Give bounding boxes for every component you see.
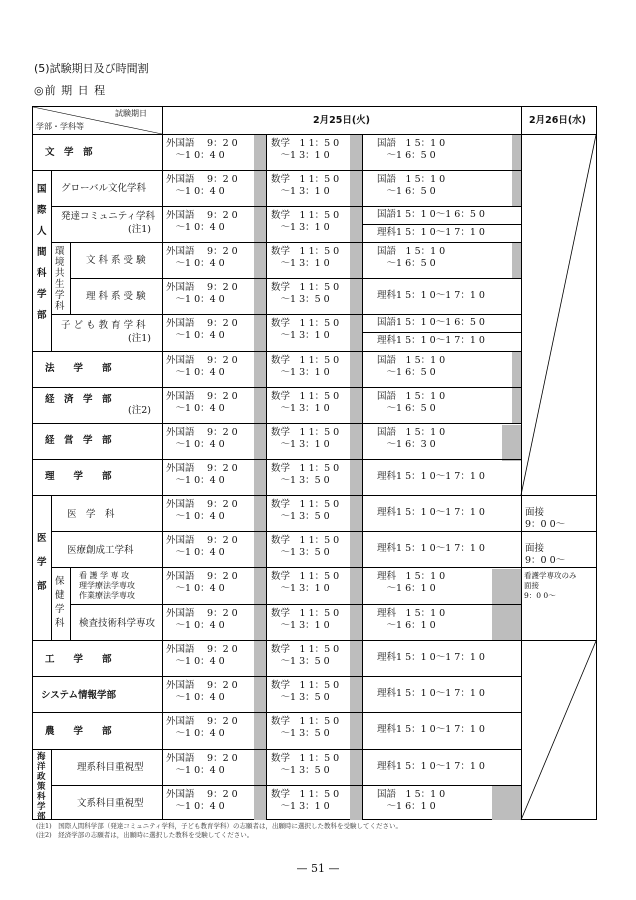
- col3-line: 理科1 5：1 0～1 7：1 0: [377, 543, 485, 554]
- math-start: 数学 1 1：5 0: [271, 753, 340, 764]
- math-end: ～1 3：1 0: [271, 801, 330, 812]
- row-business: 経 営 学 部: [45, 435, 112, 446]
- group-ocean: 海洋政策科学部: [37, 752, 46, 822]
- foreign-end: ～1 0：4 0: [166, 765, 225, 776]
- col3-start: 理科 1 5：1 0: [377, 571, 446, 582]
- foreign-end: ～1 0：4 0: [166, 656, 225, 667]
- math-start: 数学 1 1：5 0: [271, 499, 340, 510]
- col3-jp: 国語1 5：1 0～1 6：5 0: [377, 317, 485, 328]
- foreign-end: ～1 0：4 0: [166, 620, 225, 631]
- math-start: 数学 1 1：5 0: [271, 355, 340, 366]
- foreign-start: 外国語 9：2 0: [166, 282, 238, 293]
- row-rigaku: 理学療法学専攻: [79, 581, 135, 590]
- foreign-start: 外国語 9：2 0: [166, 644, 238, 655]
- interview-time-iryo: 9：0 0～: [525, 555, 566, 566]
- interview-iryo: 面接: [525, 543, 545, 554]
- math-end: ～1 3：5 0: [271, 511, 330, 522]
- section-title: (5)試験期日及び時間割: [34, 62, 149, 75]
- col3-start: 国語 1 5：1 0: [377, 427, 446, 438]
- col3-line: 理科1 5：1 0～1 7：1 0: [377, 652, 485, 663]
- col3-end: ～1 6：1 0: [377, 620, 436, 631]
- foreign-end: ～1 0：4 0: [166, 258, 225, 269]
- group-hoken: 保健学科: [55, 576, 65, 629]
- col3-end: ～1 6：5 0: [377, 367, 436, 378]
- math-end: ～1 3：1 0: [271, 330, 330, 341]
- row-econ: 経 済 学 部: [45, 394, 112, 405]
- math-end: ～1 3：5 0: [271, 728, 330, 739]
- math-end: ～1 3：1 0: [271, 439, 330, 450]
- col3-line: 理科1 5：1 0～1 7：1 0: [377, 688, 485, 699]
- math-start: 数学 1 1：5 0: [271, 716, 340, 727]
- math-end: ～1 3：5 0: [271, 294, 330, 305]
- math-start: 数学 1 1：5 0: [271, 318, 340, 329]
- col3-start: 理科 1 5：1 0: [377, 608, 446, 619]
- interview-time-nursing: 9：0 0～: [524, 591, 556, 600]
- foreign-end: ～1 0：4 0: [166, 222, 225, 233]
- row-igaku: 医 学 科: [67, 509, 115, 520]
- foreign-start: 外国語 9：2 0: [166, 138, 238, 149]
- foreign-end: ～1 0：4 0: [166, 801, 225, 812]
- row-kensa: 検査技術科学専攻: [79, 618, 156, 629]
- math-end: ～1 3：5 0: [271, 475, 330, 486]
- col3-line: 理科1 5：1 0～1 7：1 0: [377, 290, 485, 301]
- math-start: 数学 1 1：5 0: [271, 644, 340, 655]
- row-rikei: 理 科 系 受 験: [86, 291, 146, 302]
- foreign-start: 外国語 9：2 0: [166, 427, 238, 438]
- day2-header: 2月26日(水): [529, 115, 587, 126]
- math-start: 数学 1 1：5 0: [271, 789, 340, 800]
- col3-start: 国語 1 5：1 0: [377, 789, 446, 800]
- row-sys: システム情報学部: [41, 690, 117, 701]
- foreign-end: ～1 0：4 0: [166, 728, 225, 739]
- math-start: 数学 1 1：5 0: [271, 391, 340, 402]
- row-hatsu: 発達コミュニティ学科: [61, 211, 156, 222]
- row-letters: 文 学 部: [45, 147, 93, 158]
- group-kankyo: 環境共生学科: [55, 246, 65, 312]
- row-kodomo-note: (注1): [128, 333, 151, 344]
- foreign-start: 外国語 9：2 0: [166, 210, 238, 221]
- col3-start: 国語 1 5：1 0: [377, 138, 446, 149]
- math-start: 数学 1 1：5 0: [271, 210, 340, 221]
- col3-line: 理科1 5：1 0～1 7：1 0: [377, 761, 485, 772]
- foreign-end: ～1 0：4 0: [166, 403, 225, 414]
- math-end: ～1 3：5 0: [271, 547, 330, 558]
- col3-line: 理科1 5：1 0～1 7：1 0: [377, 724, 485, 735]
- foreign-start: 外国語 9：2 0: [166, 355, 238, 366]
- col3-start: 国語 1 5：1 0: [377, 391, 446, 402]
- foreign-start: 外国語 9：2 0: [166, 463, 238, 474]
- exam-timetable: [32, 106, 597, 820]
- math-start: 数学 1 1：5 0: [271, 427, 340, 438]
- col3-sci: 理科1 5：1 0～1 7：1 0: [377, 227, 485, 238]
- math-start: 数学 1 1：5 0: [271, 246, 340, 257]
- foreign-end: ～1 0：4 0: [166, 439, 225, 450]
- col3-sci: 理科1 5：1 0～1 7：1 0: [377, 335, 485, 346]
- foreign-start: 外国語 9：2 0: [166, 391, 238, 402]
- col3-jp: 国語1 5：1 0～1 6：5 0: [377, 209, 485, 220]
- row-bunkei: 文 科 系 受 験: [86, 255, 146, 266]
- col3-end: ～1 6：1 0: [377, 583, 436, 594]
- math-end: ～1 3：1 0: [271, 150, 330, 161]
- math-start: 数学 1 1：5 0: [271, 138, 340, 149]
- foreign-start: 外国語 9：2 0: [166, 571, 238, 582]
- foreign-end: ～1 0：4 0: [166, 367, 225, 378]
- interview-time-igaku: 9：0 0～: [525, 519, 566, 530]
- foreign-start: 外国語 9：2 0: [166, 753, 238, 764]
- math-end: ～1 3：1 0: [271, 620, 330, 631]
- group-intl: 国際人間科学部: [37, 184, 47, 321]
- math-end: ～1 3：5 0: [271, 692, 330, 703]
- math-start: 数学 1 1：5 0: [271, 282, 340, 293]
- foreign-end: ～1 0：4 0: [166, 511, 225, 522]
- col3-line: 理科1 5：1 0～1 7：1 0: [377, 471, 485, 482]
- foreign-start: 外国語 9：2 0: [166, 535, 238, 546]
- foreign-end: ～1 0：4 0: [166, 294, 225, 305]
- row-eng: 工 学 部: [45, 654, 112, 665]
- row-agri: 農 学 部: [45, 726, 112, 737]
- math-start: 数学 1 1：5 0: [271, 571, 340, 582]
- col3-end: ～1 6：5 0: [377, 403, 436, 414]
- math-end: ～1 3：1 0: [271, 258, 330, 269]
- foreign-start: 外国語 9：2 0: [166, 174, 238, 185]
- row-law: 法 学 部: [45, 363, 112, 374]
- row-iryo: 医療創成工学科: [67, 545, 134, 556]
- math-start: 数学 1 1：5 0: [271, 680, 340, 691]
- math-end: ～1 3：5 0: [271, 765, 330, 776]
- math-end: ～1 3：1 0: [271, 367, 330, 378]
- math-end: ～1 3：1 0: [271, 186, 330, 197]
- foreign-end: ～1 0：4 0: [166, 186, 225, 197]
- corner-faculty: 学部・学科等: [36, 122, 84, 131]
- col3-start: 国語 1 5：1 0: [377, 355, 446, 366]
- row-hatsu-note: (注1): [128, 224, 151, 235]
- foreign-start: 外国語 9：2 0: [166, 246, 238, 257]
- math-end: ～1 3：1 0: [271, 222, 330, 233]
- note-1: (注1) 国際人間科学部（発達コミュニティ学科，子ども教育学科）の志願者は，出願時に選択した教科を受験してください。: [36, 822, 403, 830]
- schedule-subtitle: ◎前 期 日 程: [34, 84, 107, 97]
- row-science: 理 学 部: [45, 471, 112, 482]
- foreign-end: ～1 0：4 0: [166, 475, 225, 486]
- math-start: 数学 1 1：5 0: [271, 608, 340, 619]
- row-kodomo: 子 ど も 教 育 学 科: [61, 320, 146, 331]
- math-start: 数学 1 1：5 0: [271, 535, 340, 546]
- row-kango: 看 護 学 専 攻: [79, 571, 130, 580]
- math-end: ～1 3：1 0: [271, 583, 330, 594]
- col3-line: 理科1 5：1 0～1 7：1 0: [377, 507, 485, 518]
- math-start: 数学 1 1：5 0: [271, 463, 340, 474]
- math-end: ～1 3：5 0: [271, 656, 330, 667]
- row-sagyo: 作業療法学専攻: [79, 591, 135, 600]
- math-end: ～1 3：1 0: [271, 403, 330, 414]
- foreign-end: ～1 0：4 0: [166, 330, 225, 341]
- note-2: (注2) 経済学部の志願者は，出願時に選択した教科を受験してください。: [36, 831, 254, 839]
- col3-start: 国語 1 5：1 0: [377, 174, 446, 185]
- foreign-end: ～1 0：4 0: [166, 692, 225, 703]
- col3-end: ～1 6：3 0: [377, 439, 436, 450]
- row-bunkei-ocean: 文系科目重視型: [77, 798, 144, 809]
- foreign-start: 外国語 9：2 0: [166, 608, 238, 619]
- col3-start: 国語 1 5：1 0: [377, 246, 446, 257]
- foreign-start: 外国語 9：2 0: [166, 499, 238, 510]
- foreign-start: 外国語 9：2 0: [166, 716, 238, 727]
- foreign-end: ～1 0：4 0: [166, 547, 225, 558]
- foreign-start: 外国語 9：2 0: [166, 680, 238, 691]
- interview-igaku: 面接: [525, 507, 545, 518]
- col3-end: ～1 6：5 0: [377, 186, 436, 197]
- foreign-start: 外国語 9：2 0: [166, 318, 238, 329]
- interview-nursing-only: 看護学専攻のみ: [524, 571, 577, 580]
- page-number: — 51 —: [296, 862, 340, 875]
- col3-end: ～1 6：5 0: [377, 150, 436, 161]
- math-start: 数学 1 1：5 0: [271, 174, 340, 185]
- group-med: 医学部: [37, 533, 47, 592]
- day1-header: 2月25日(火): [313, 115, 371, 126]
- foreign-end: ～1 0：4 0: [166, 150, 225, 161]
- foreign-start: 外国語 9：2 0: [166, 789, 238, 800]
- row-econ-note: (注2): [128, 405, 151, 416]
- row-global: グローバル文化学科: [61, 183, 147, 194]
- corner-exam-date: 試験期日: [115, 109, 147, 118]
- col3-end: ～1 6：1 0: [377, 801, 436, 812]
- col3-end: ～1 6：5 0: [377, 258, 436, 269]
- interview-nursing: 面接: [524, 581, 539, 590]
- foreign-end: ～1 0：4 0: [166, 583, 225, 594]
- row-rikei-ocean: 理系科目重視型: [77, 762, 144, 773]
